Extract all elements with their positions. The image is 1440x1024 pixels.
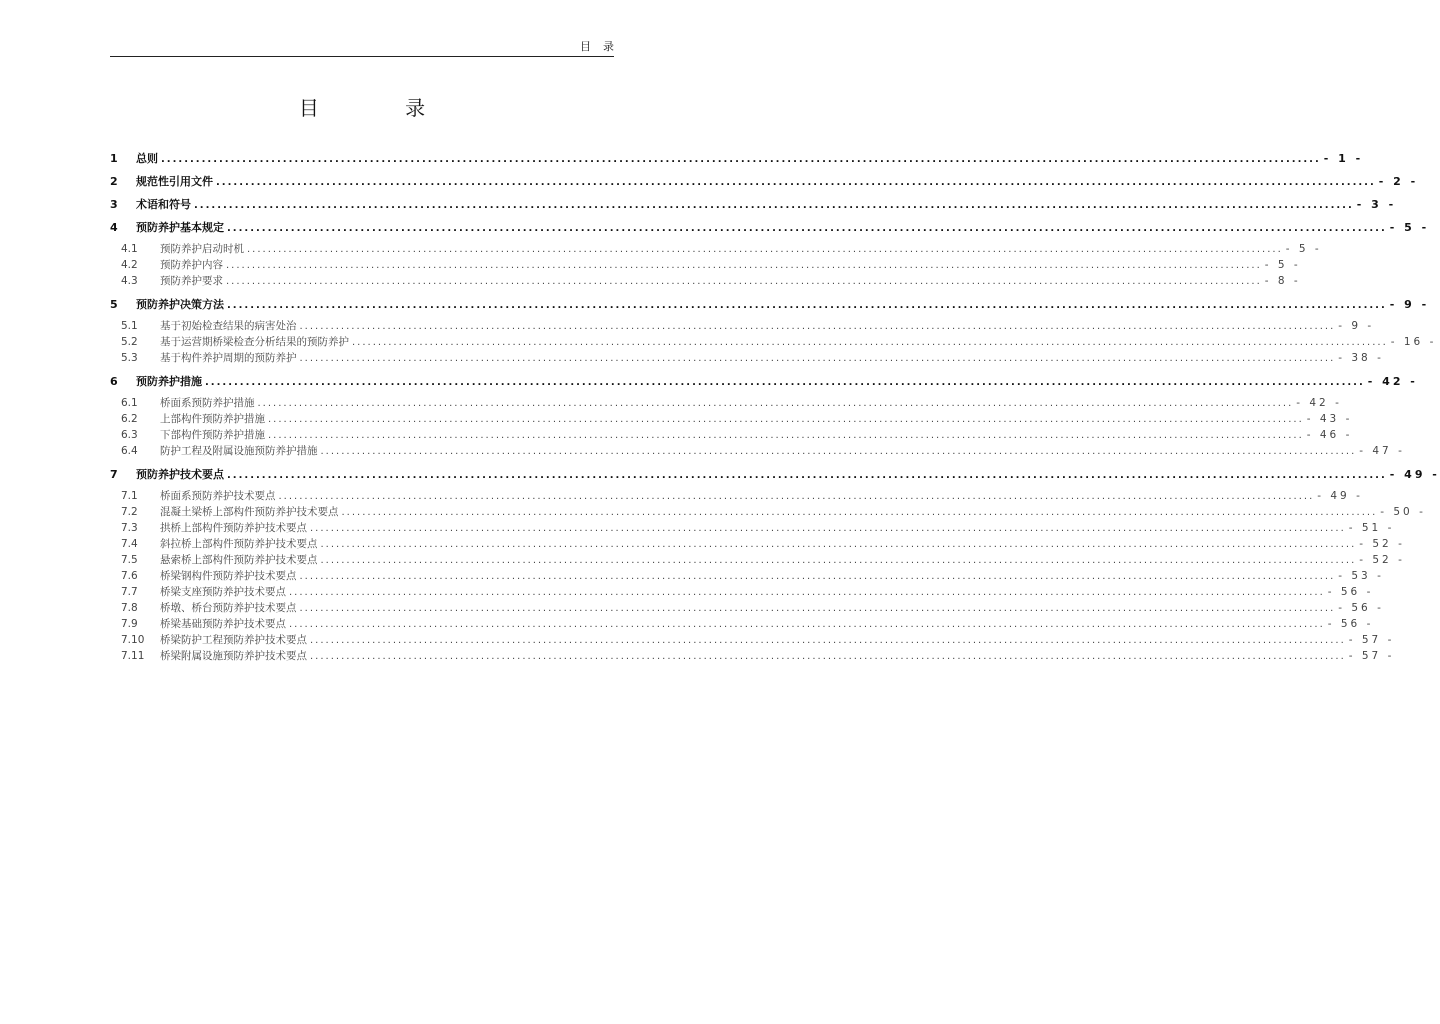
toc-dot-leader: ........................................................................................................................................................................................................ [299, 603, 1336, 614]
toc-entry-page: - 50 - [1380, 506, 1426, 518]
toc-entry-number: 7.7 [121, 586, 138, 598]
toc-section-entry[interactable] [110, 427, 1353, 443]
toc-entry-label: 预防养护基本规定 [136, 221, 224, 234]
toc-entry-page: - 57 - [1348, 650, 1395, 662]
toc-entry-label: 桥梁钢构件预防养护技术要点 [160, 570, 297, 582]
toc-dot-leader: ........................................................................................................................................................................................................ [226, 260, 1262, 271]
toc-entry-number: 5 [110, 298, 118, 311]
toc-entry-label: 预防养护内容 [160, 259, 223, 271]
toc-entry-label: 下部构件预防养护措施 [160, 429, 265, 441]
toc-entry-number: 2 [110, 175, 118, 188]
toc-entry-page: - 43 - [1306, 413, 1353, 425]
toc-dot-leader: ........................................................................................................................................................................................................ [216, 177, 1376, 188]
toc-section-entry[interactable] [110, 273, 1301, 289]
toc-entry-number: 7 [110, 468, 118, 481]
toc-section-entry[interactable] [110, 318, 1375, 334]
toc-section-entry[interactable] [110, 584, 1374, 600]
toc-section-entry[interactable] [110, 241, 1322, 257]
toc-section-entry[interactable] [110, 632, 1395, 648]
toc-entry-label: 桥梁防护工程预防养护技术要点 [160, 634, 307, 646]
toc-entry-number: 4.3 [121, 275, 138, 287]
toc-section-entry[interactable] [110, 334, 1437, 350]
toc-section-entry[interactable] [110, 257, 1301, 273]
toc-entry-page: - 56 - [1327, 618, 1374, 630]
toc-dot-leader: ........................................................................................................................................................................................................ [352, 337, 1388, 348]
toc-entry-number: 6.3 [121, 429, 138, 441]
toc-entry-number: 7.3 [121, 522, 138, 534]
toc-entry-page: - 5 - [1264, 259, 1301, 271]
toc-entry-page: - 42 - [1296, 397, 1342, 409]
toc-entry-page: - 1 - [1323, 152, 1364, 165]
toc-entry-number: 5.1 [121, 320, 138, 332]
toc-dot-leader: ........................................................................................................................................................................................................ [278, 491, 1315, 502]
toc-dot-leader: ........................................................................................................................................................................................................ [310, 651, 1346, 662]
toc-entry-label: 术语和符号 [136, 198, 191, 211]
toc-dot-leader: ........................................................................................................................................................................................................ [320, 539, 1357, 550]
toc-entry-page: - 49 - [1317, 490, 1363, 502]
toc-dot-leader: ........................................................................................................................................................................................................ [341, 507, 1378, 518]
toc-section-entry[interactable] [110, 520, 1395, 536]
toc-entry-label: 总则 [136, 152, 158, 165]
toc-entry-label: 桥面系预防养护措施 [160, 397, 255, 409]
toc-entry-page: - 38 - [1338, 352, 1384, 364]
toc-title: 目 录 [298, 96, 466, 120]
toc-entry-number: 7.4 [121, 538, 138, 550]
toc-entry-label: 桥梁附属设施预防养护技术要点 [160, 650, 307, 662]
toc-dot-leader: ........................................................................................................................................................................................................ [299, 571, 1336, 582]
toc-section-entry[interactable] [110, 488, 1363, 504]
toc-dot-leader: ........................................................................................................................................................................................................ [289, 587, 1325, 598]
toc-entry-number: 7.2 [121, 506, 138, 518]
toc-entry-label: 桥墩、桥台预防养护技术要点 [160, 602, 297, 614]
toc-entry-number: 7.11 [121, 650, 145, 662]
running-header-title: 目录 [580, 40, 626, 53]
running-header [110, 40, 626, 57]
toc-dot-leader: ........................................................................................................................................................................................................ [289, 619, 1325, 630]
toc-entry-number: 5.3 [121, 352, 138, 364]
toc-entry-label: 上部构件预防养护措施 [160, 413, 265, 425]
toc-entry-page: - 56 - [1327, 586, 1374, 598]
toc-entry-label: 桥梁支座预防养护技术要点 [160, 586, 286, 598]
toc-section-entry[interactable] [110, 616, 1374, 632]
toc-entry-label: 基于构件养护周期的预防养护 [160, 352, 297, 364]
toc-section-entry[interactable] [110, 552, 1405, 568]
toc-entry-number: 4.1 [121, 243, 138, 255]
toc-dot-leader: ........................................................................................................................................................................................................ [299, 321, 1336, 332]
toc-chapter-entry[interactable] [110, 173, 1419, 189]
toc-dot-leader: ........................................................................................................................................................................................................ [205, 377, 1365, 388]
toc-chapter-entry[interactable] [110, 296, 1430, 312]
toc-chapter-entry[interactable] [110, 150, 1364, 166]
toc-entry-page: - 9 - [1389, 298, 1430, 311]
toc-section-entry[interactable] [110, 350, 1384, 366]
toc-entry-label: 斜拉桥上部构件预防养护技术要点 [160, 538, 318, 550]
toc-dot-leader: ........................................................................................................................................................................................................ [310, 523, 1346, 534]
toc-entry-label: 基于初始检查结果的病害处治 [160, 320, 297, 332]
toc-entry-page: - 57 - [1348, 634, 1395, 646]
toc-chapter-entry[interactable] [110, 466, 1440, 482]
toc-dot-leader: ........................................................................................................................................................................................................ [161, 154, 1321, 165]
toc-entry-page: - 52 - [1359, 538, 1405, 550]
toc-entry-label: 规范性引用文件 [136, 175, 213, 188]
toc-entry-label: 预防养护要求 [160, 275, 223, 287]
toc-entry-number: 7.1 [121, 490, 138, 502]
toc-entry-number: 6 [110, 375, 118, 388]
toc-entry-number: 5.2 [121, 336, 138, 348]
toc-entry-label: 预防养护措施 [136, 375, 202, 388]
toc-entry-label: 预防养护技术要点 [136, 468, 224, 481]
toc-entry-page: - 53 - [1338, 570, 1384, 582]
toc-dot-leader: ........................................................................................................................................................................................................ [320, 446, 1357, 457]
toc-section-entry[interactable] [110, 443, 1405, 459]
toc-entry-page: - 49 - [1389, 468, 1440, 481]
toc-dot-leader: ........................................................................................................................................................................................................ [194, 200, 1354, 211]
toc-dot-leader: ........................................................................................................................................................................................................ [268, 414, 1304, 425]
toc-entry-page: - 9 - [1338, 320, 1375, 332]
toc-chapter-entry[interactable] [110, 373, 1418, 389]
toc-section-entry[interactable] [110, 504, 1426, 520]
toc-entry-label: 基于运营期桥梁检查分析结果的预防养护 [160, 336, 349, 348]
toc-entry-page: - 8 - [1264, 275, 1301, 287]
toc-dot-leader: ........................................................................................................................................................................................................ [257, 398, 1294, 409]
toc-entry-number: 7.9 [121, 618, 138, 630]
toc-entry-page: - 51 - [1348, 522, 1395, 534]
toc-section-entry[interactable] [110, 411, 1353, 427]
toc-section-entry[interactable] [110, 395, 1342, 411]
toc-dot-leader: ........................................................................................................................................................................................................ [227, 470, 1387, 481]
toc-dot-leader: ........................................................................................................................................................................................................ [227, 223, 1387, 234]
toc-entry-page: - 47 - [1359, 445, 1405, 457]
toc-section-entry[interactable] [110, 648, 1395, 664]
toc-entry-number: 7.10 [121, 634, 145, 646]
toc-chapter-entry[interactable] [110, 219, 1430, 235]
toc-entry-number: 6.1 [121, 397, 138, 409]
toc-chapter-entry[interactable] [110, 196, 1397, 212]
toc-entry-label: 预防养护决策方法 [136, 298, 224, 311]
toc-entry-label: 拱桥上部构件预防养护技术要点 [160, 522, 307, 534]
toc-entry-page: - 5 - [1285, 243, 1322, 255]
toc-entry-page: - 5 - [1389, 221, 1430, 234]
toc-entry-number: 6.2 [121, 413, 138, 425]
toc-entry-number: 7.8 [121, 602, 138, 614]
toc-entry-number: 3 [110, 198, 118, 211]
toc-entry-number: 7.6 [121, 570, 138, 582]
toc-dot-leader: ........................................................................................................................................................................................................ [226, 276, 1262, 287]
toc-entry-label: 预防养护启动时机 [160, 243, 244, 255]
toc-entry-label: 悬索桥上部构件预防养护技术要点 [160, 554, 318, 566]
toc-entry-page: - 46 - [1306, 429, 1353, 441]
toc-section-entry[interactable] [110, 568, 1384, 584]
toc-entry-number: 7.5 [121, 554, 138, 566]
toc-dot-leader: ........................................................................................................................................................................................................ [227, 300, 1387, 311]
toc-section-entry[interactable] [110, 536, 1405, 552]
toc-entry-number: 4.2 [121, 259, 138, 271]
toc-dot-leader: ........................................................................................................................................................................................................ [320, 555, 1357, 566]
toc-dot-leader: ........................................................................................................................................................................................................ [268, 430, 1304, 441]
toc-entry-page: - 52 - [1359, 554, 1405, 566]
toc-entry-label: 桥梁基础预防养护技术要点 [160, 618, 286, 630]
toc-entry-page: - 42 - [1367, 375, 1418, 388]
toc-section-entry[interactable] [110, 600, 1384, 616]
table-of-contents [110, 150, 1440, 664]
toc-dot-leader: ........................................................................................................................................................................................................ [310, 635, 1346, 646]
toc-entry-page: - 3 - [1356, 198, 1397, 211]
toc-entry-number: 1 [110, 152, 118, 165]
toc-dot-leader: ........................................................................................................................................................................................................ [299, 353, 1336, 364]
toc-entry-number: 6.4 [121, 445, 138, 457]
toc-entry-page: - 2 - [1378, 175, 1419, 188]
toc-entry-label: 桥面系预防养护技术要点 [160, 490, 276, 502]
toc-entry-label: 防护工程及附属设施预防养护措施 [160, 445, 318, 457]
toc-entry-page: - 56 - [1338, 602, 1384, 614]
toc-entry-label: 混凝土梁桥上部构件预防养护技术要点 [160, 506, 339, 518]
toc-dot-leader: ........................................................................................................................................................................................................ [247, 244, 1283, 255]
toc-entry-page: - 16 - [1390, 336, 1437, 348]
toc-entry-number: 4 [110, 221, 118, 234]
